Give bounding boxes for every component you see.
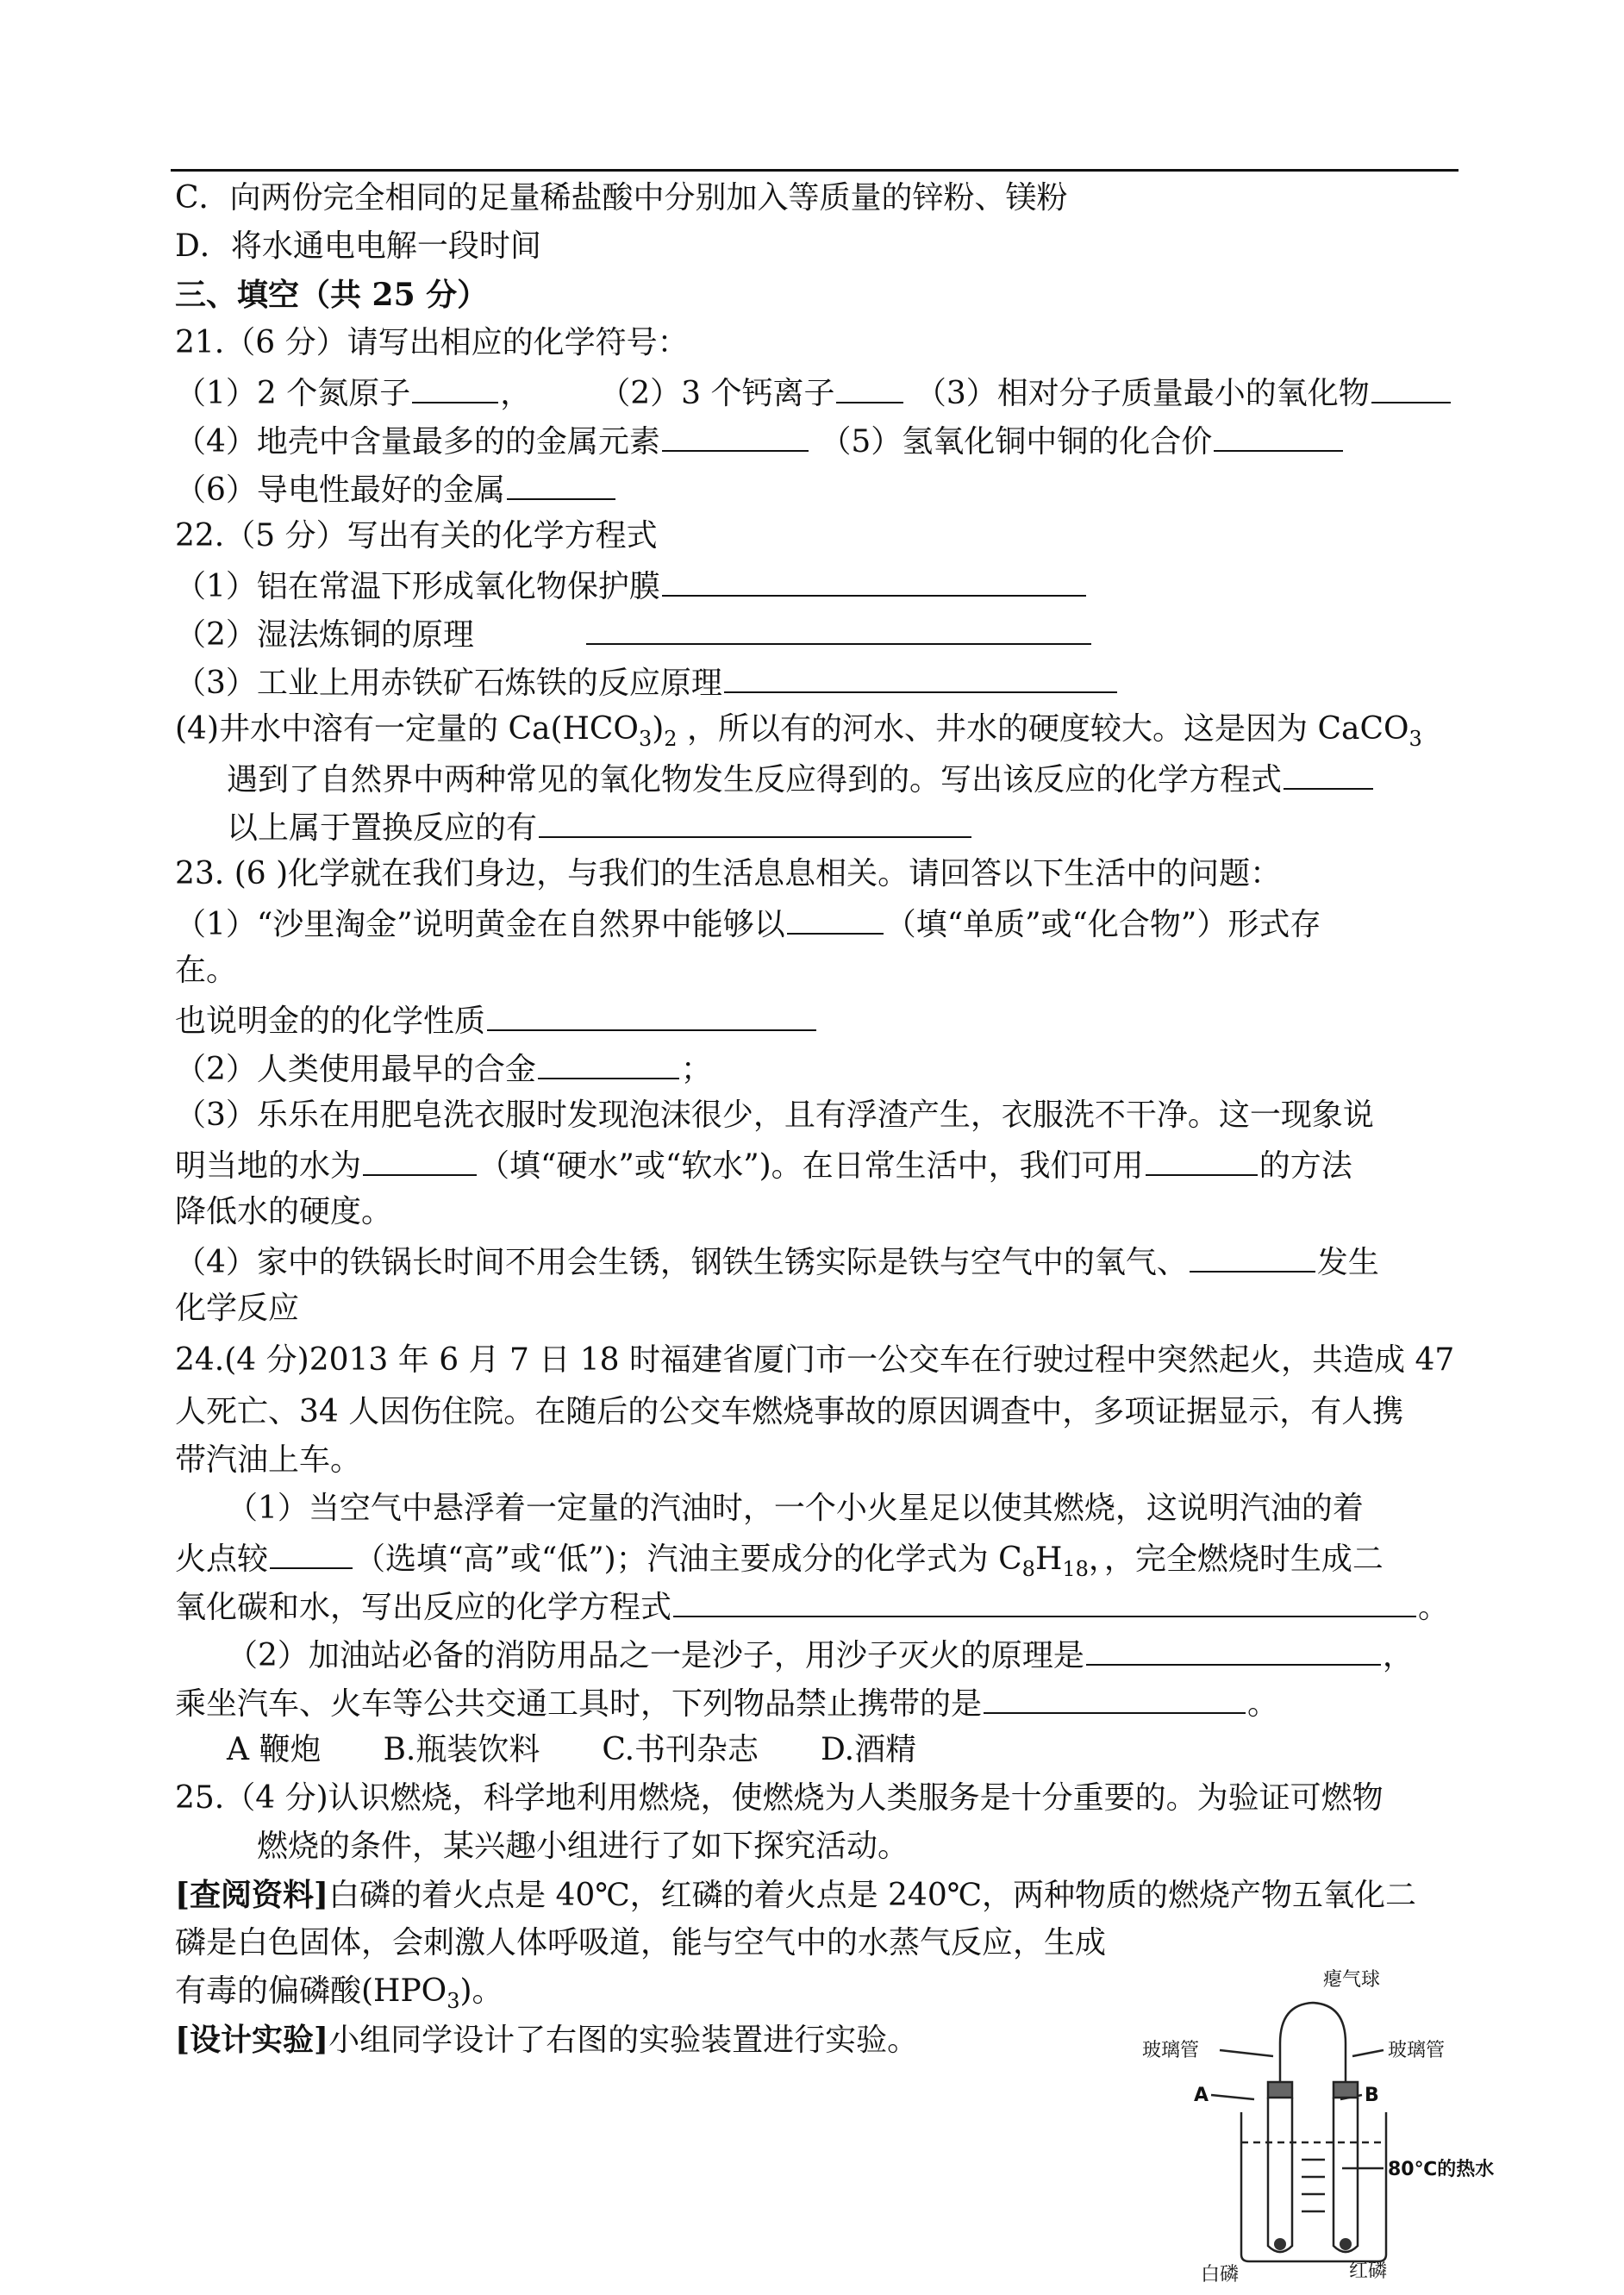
q21-6: （6）导电性最好的金属 [175,472,505,508]
beaker [1241,2112,1386,2261]
q21-5: （5）氢氧化铜中铜的化合价 [820,424,1213,460]
balloon-shape [1280,2003,1346,2043]
label-b: B [1365,2085,1379,2106]
q21-1: （1）2 个氮原子 [175,376,411,411]
q22-2: （2）湿法炼铜的原理 [175,614,1093,654]
q21-4: （4）地壳中含量最多的的金属元素 [175,424,660,460]
q21-title: 21.（6 分）请写出相应的化学符号： [175,325,689,360]
option-c: C．向两份完全相同的足量稀盐酸中分别加入等质量的锌粉、镁粉 [175,180,1068,216]
answer-blank[interactable] [1190,1241,1315,1273]
answer-blank[interactable] [1214,421,1343,452]
q24-options: A 鞭炮 B.瓶装饮料 C.书刊杂志 D.酒精 [227,1732,917,1767]
answer-blank[interactable] [662,566,1086,597]
q24-2-cont: 乘坐汽车、火车等公共交通工具时，下列物品禁止携带的是 。 [175,1683,1278,1723]
q23-1-cont: 在。 [175,953,238,988]
answer-blank[interactable] [412,372,498,403]
tube-left-label: 玻璃管 [1142,2040,1200,2061]
q22-4-cont: 遇到了自然界中两种常见的氧化物发生反应得到的。写出该反应的化学方程式 [227,759,1375,799]
label-a: A [1194,2085,1209,2106]
q23-4: （4）家中的铁锅长时间不用会生锈，钢铁生锈实际是铁与空气中的氧气、 发生 [175,1241,1379,1282]
answer-blank[interactable] [836,372,903,403]
q23-2: （2）人类使用最早的合金 ； [175,1048,712,1089]
answer-blank[interactable] [787,904,884,935]
answer-blank[interactable] [1086,1635,1381,1666]
q21-row2 [175,421,1345,461]
answer-blank[interactable] [507,469,615,500]
q25-ref-cont: 磷是白色固体，会刺激人体呼吸道，能与空气中的水蒸气反应，生成 [175,1925,1107,1960]
q24-line1: 24.(4 分)2013 年 6 月 7 日 18 时福建省厦门市一公交车在行驶过程中突然起火，共造成 47 [175,1342,1455,1378]
white-phosphorus-label: 白磷 [1201,2264,1240,2286]
q23-4-cont: 化学反应 [175,1291,300,1326]
answer-blank[interactable] [270,1538,353,1569]
header-rule [171,169,1458,172]
tube-right-label: 玻璃管 [1388,2040,1446,2061]
apparatus-figure [1142,1961,1556,2289]
answer-blank[interactable] [1371,372,1451,403]
q23-3-end: 降低水的硬度。 [175,1194,393,1229]
q25-line2: 燃烧的条件，某兴趣小组进行了如下探究活动。 [257,1829,909,1864]
answer-blank[interactable] [1146,1145,1258,1176]
q24-line3: 带汽油上车。 [175,1442,362,1478]
apparatus-diagram [1142,1961,1556,2289]
ref-tag: [查阅资料] [175,1877,329,1913]
red-phosphorus-label: 红磷 [1349,2261,1388,2282]
q23-3: （3）乐乐在用肥皂洗衣服时发现泡沫很少，且有浮渣产生，衣服洗不干净。这一现象说 [175,1097,1374,1133]
q24-1-cont: 火点较 （选填“高”或“低”)；汽油主要成分的化学式为 $C_8H_{18}$，，完全燃烧时生成二 [175,1538,1384,1588]
section-title: 三、填空（共 25 分） [175,277,489,313]
q23-title: 23. (6 )化学就在我们身边，与我们的生活息息相关。请回答以下生活中的问题： [175,856,1282,891]
q21-row3 [175,469,617,510]
answer-blank[interactable] [363,1145,477,1176]
answer-blank[interactable] [673,1586,1416,1617]
q25-ref: [查阅资料]白磷的着火点是 40℃，红磷的着火点是 240℃，两种物质的燃烧产物五氧化二 [175,1877,1417,1913]
q24-2: （2）加油站必备的消防用品之一是沙子，用沙子灭火的原理是 ， [227,1635,1414,1675]
answer-blank[interactable] [1284,759,1373,790]
answer-blank[interactable] [984,1683,1246,1714]
white-phosphorus [1274,2238,1286,2250]
q21-2: （2）3 个钙离子 [599,376,835,411]
q22-3: （3）工业上用赤铁矿石炼铁的反应原理 [175,662,1119,703]
design-tag: [设计实验] [175,2022,329,2058]
answer-blank[interactable] [539,807,971,838]
q25-line1: 25.（4 分)认识燃烧，科学地利用燃烧，使燃烧为人类服务是十分重要的。为验证可燃物 [175,1780,1384,1816]
q21-3: （3）相对分子质量最小的氧化物 [915,376,1370,411]
q24-1-eq: 氧化碳和水，写出反应的化学方程式 。 [175,1586,1449,1627]
red-phosphorus [1340,2238,1352,2250]
q22-1: （1）铝在常温下形成氧化物保护膜 [175,566,1088,606]
q23-1-d: 也说明金的的化学性质 [175,1000,818,1041]
q24-1: （1）当空气中悬浮着一定量的汽油时，一个小火星足以使其燃烧，这说明汽油的着 [227,1491,1364,1526]
balloon-label: 瘪气球 [1323,1969,1381,1991]
q25-ref-end: 有毒的偏磷酸$(HPO_3)$。 [175,1973,503,2013]
answer-blank[interactable] [662,421,809,452]
q22-title: 22.（5 分）写出有关的化学方程式 [175,518,658,553]
q23-3-cont: 明当地的水为 （填“硬水”或“软水”)。在日常生活中，我们可用 的方法 [175,1145,1352,1185]
answer-blank[interactable] [538,1048,679,1079]
answer-blank[interactable] [586,614,1091,645]
option-d: D．将水通电电解一段时间 [175,228,541,264]
q22-4: (4)井水中溶有一定量的 $Ca(HCO_3)_2$ ，所以有的河水、井水的硬度较大。这是因为 CaCO$_3$ [175,711,1422,751]
q21-row1: （1）2 个氮原子 ， （2）3 个钙离子 （3）相对分子质量最小的氧化物 [175,372,1452,413]
q24-line2: 人死亡、34 人因伤住院。在随后的公交车燃烧事故的原因调查中，多项证据显示，有人携 [175,1394,1404,1429]
hot-water-label: 80℃的热水 [1388,2159,1495,2180]
q25-design: [设计实验]小组同学设计了右图的实验装置进行实验。 [175,2022,919,2058]
q23-1: （1）“沙里淘金”说明黄金在自然界中能够以 （填“单质”或“化合物”）形式存 [175,904,1321,944]
answer-blank[interactable] [724,662,1117,693]
q22-5: 以上属于置换反应的有 [227,807,973,847]
answer-blank[interactable] [487,1000,816,1031]
